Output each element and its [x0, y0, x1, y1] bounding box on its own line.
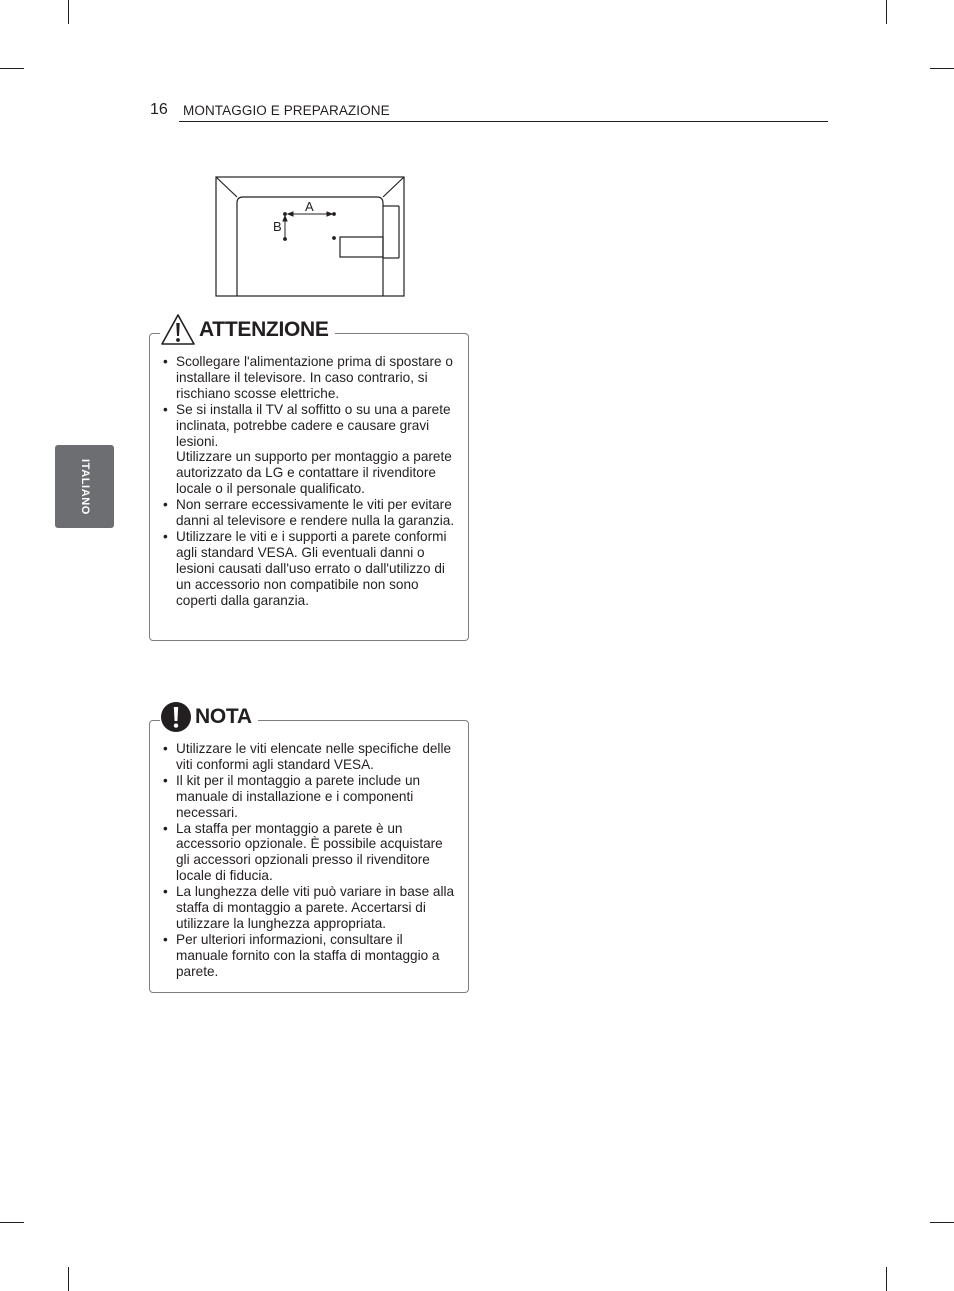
caution-box [149, 318, 469, 641]
crop-mark [68, 1267, 69, 1291]
caution-item: • Utilizzare le viti e i supporti a parete conformi agli standard VESA. Gli eventuali danni o lesioni causati dall'uso errato o dall'utilizzo di un accessorio non compatibile non sono coperti dalla garanzia. [162, 529, 458, 609]
crop-mark [886, 1267, 887, 1291]
caution-item: • Scollegare l'alimentazione prima di spostare o installare il televisore. In caso contrario, si rischiano scosse elettriche. [162, 354, 458, 402]
note-list [162, 741, 458, 980]
section-title: MONTAGGIO E PREPARAZIONE [183, 103, 390, 118]
caution-item-text: Utilizzare un supporto per montaggio a parete autorizzato da LG e contattare il rivenditore locale o il personale qualificato. [176, 449, 452, 497]
tv-back-diagram [215, 176, 405, 297]
crop-mark [930, 1222, 954, 1223]
warning-triangle-icon [160, 313, 196, 347]
language-label: ITALIANO [78, 458, 91, 515]
note-heading [160, 697, 258, 737]
note-title: NOTA [195, 705, 252, 728]
exclamation-circle-icon [160, 701, 192, 733]
note-box [149, 705, 469, 993]
caution-title: ATTENZIONE [199, 318, 329, 341]
crop-mark [886, 0, 887, 24]
crop-mark [68, 0, 69, 24]
crop-mark [0, 1222, 24, 1223]
dimension-label-a: A [305, 199, 314, 214]
caution-item: • Non serrare eccessivamente le viti per evitare danni al televisore e rendere nulla la garanzia. [162, 497, 458, 529]
page-number: 16 [150, 101, 168, 118]
dimension-label-b: B [273, 219, 282, 234]
note-item: • Utilizzare le viti elencate nelle specifiche delle viti conformi agli standard VESA. [162, 741, 458, 773]
crop-mark [930, 68, 954, 69]
note-item: • Per ulteriori informazioni, consultare il manuale fornito con la staffa di montaggio a parete. [162, 932, 458, 980]
language-tab [55, 445, 114, 528]
note-item: • La lunghezza delle viti può variare in base alla staffa di montaggio a parete. Accertarsi di utilizzare la lunghezza appropriata. [162, 884, 458, 932]
caution-item-text: Se si installa il TV al soffitto o su una a parete inclinata, potrebbe cadere e causare gravi lesioni. [176, 401, 451, 449]
note-item: • Il kit per il montaggio a parete include un manuale di installazione e i componenti necessari. [162, 773, 458, 821]
header-divider [179, 121, 828, 122]
caution-heading [160, 310, 335, 350]
crop-mark [0, 68, 24, 69]
caution-item [162, 402, 458, 497]
note-item: • La staffa per montaggio a parete è un accessorio opzionale. È possibile acquistare gli accessori opzionali presso il rivenditore locale di fiducia. [162, 821, 458, 885]
caution-list [162, 354, 458, 609]
